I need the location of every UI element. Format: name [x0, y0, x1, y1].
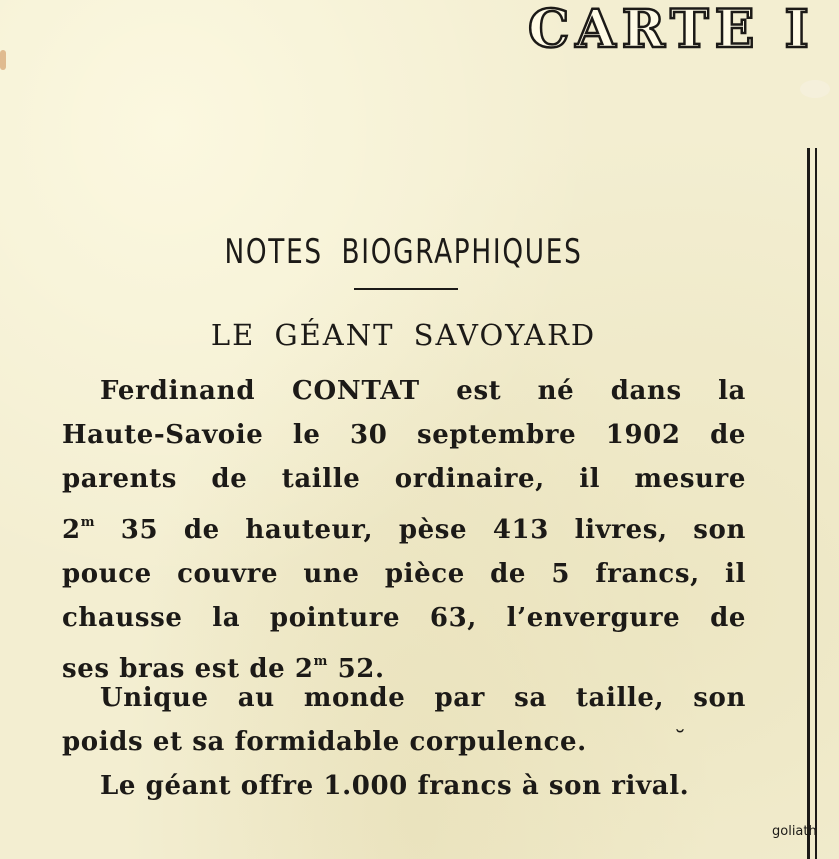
ink-mark: ˘	[674, 726, 686, 754]
text-line: Le géant offre 1.000 francs à son rival.	[100, 771, 690, 801]
ornament-divider	[798, 60, 839, 68]
text-line: chausse la pointure 63, l’envergure de	[62, 603, 746, 633]
text-line: Unique au monde par sa taille, son	[100, 683, 746, 713]
text-line: ses bras est de 2$^m$ 52.	[62, 654, 385, 684]
challenge-paragraph	[62, 764, 746, 808]
biography-paragraph	[62, 369, 746, 691]
vertical-rule	[807, 148, 810, 859]
title-underline	[354, 288, 458, 290]
paper-stain	[0, 50, 6, 70]
text-line: parents de taille ordinaire, il mesure	[62, 464, 746, 494]
description-paragraph	[62, 676, 746, 764]
text-line: poids et sa formidable corpulence.	[62, 727, 587, 757]
carte-title: CARTE I	[528, 0, 815, 60]
vertical-rule-inner	[815, 148, 817, 859]
text-line: Ferdinand CONTAT est né dans la	[100, 376, 747, 406]
paper-tear	[800, 80, 830, 98]
text-line: Haute-Savoie le 30 septembre 1902 de	[62, 420, 746, 450]
watermark: goliath	[772, 824, 817, 839]
page-title: NOTES BIOGRAPHIQUES	[224, 232, 583, 272]
person-name: Ferdinand CONTAT	[100, 376, 420, 406]
text-line: 2$^m$ 35 de hauteur, pèse 413 livres, son	[62, 515, 746, 545]
text-line: pouce couvre une pièce de 5 francs, il	[62, 559, 746, 589]
subtitle: LE GÉANT SAVOYARD	[210, 318, 597, 352]
